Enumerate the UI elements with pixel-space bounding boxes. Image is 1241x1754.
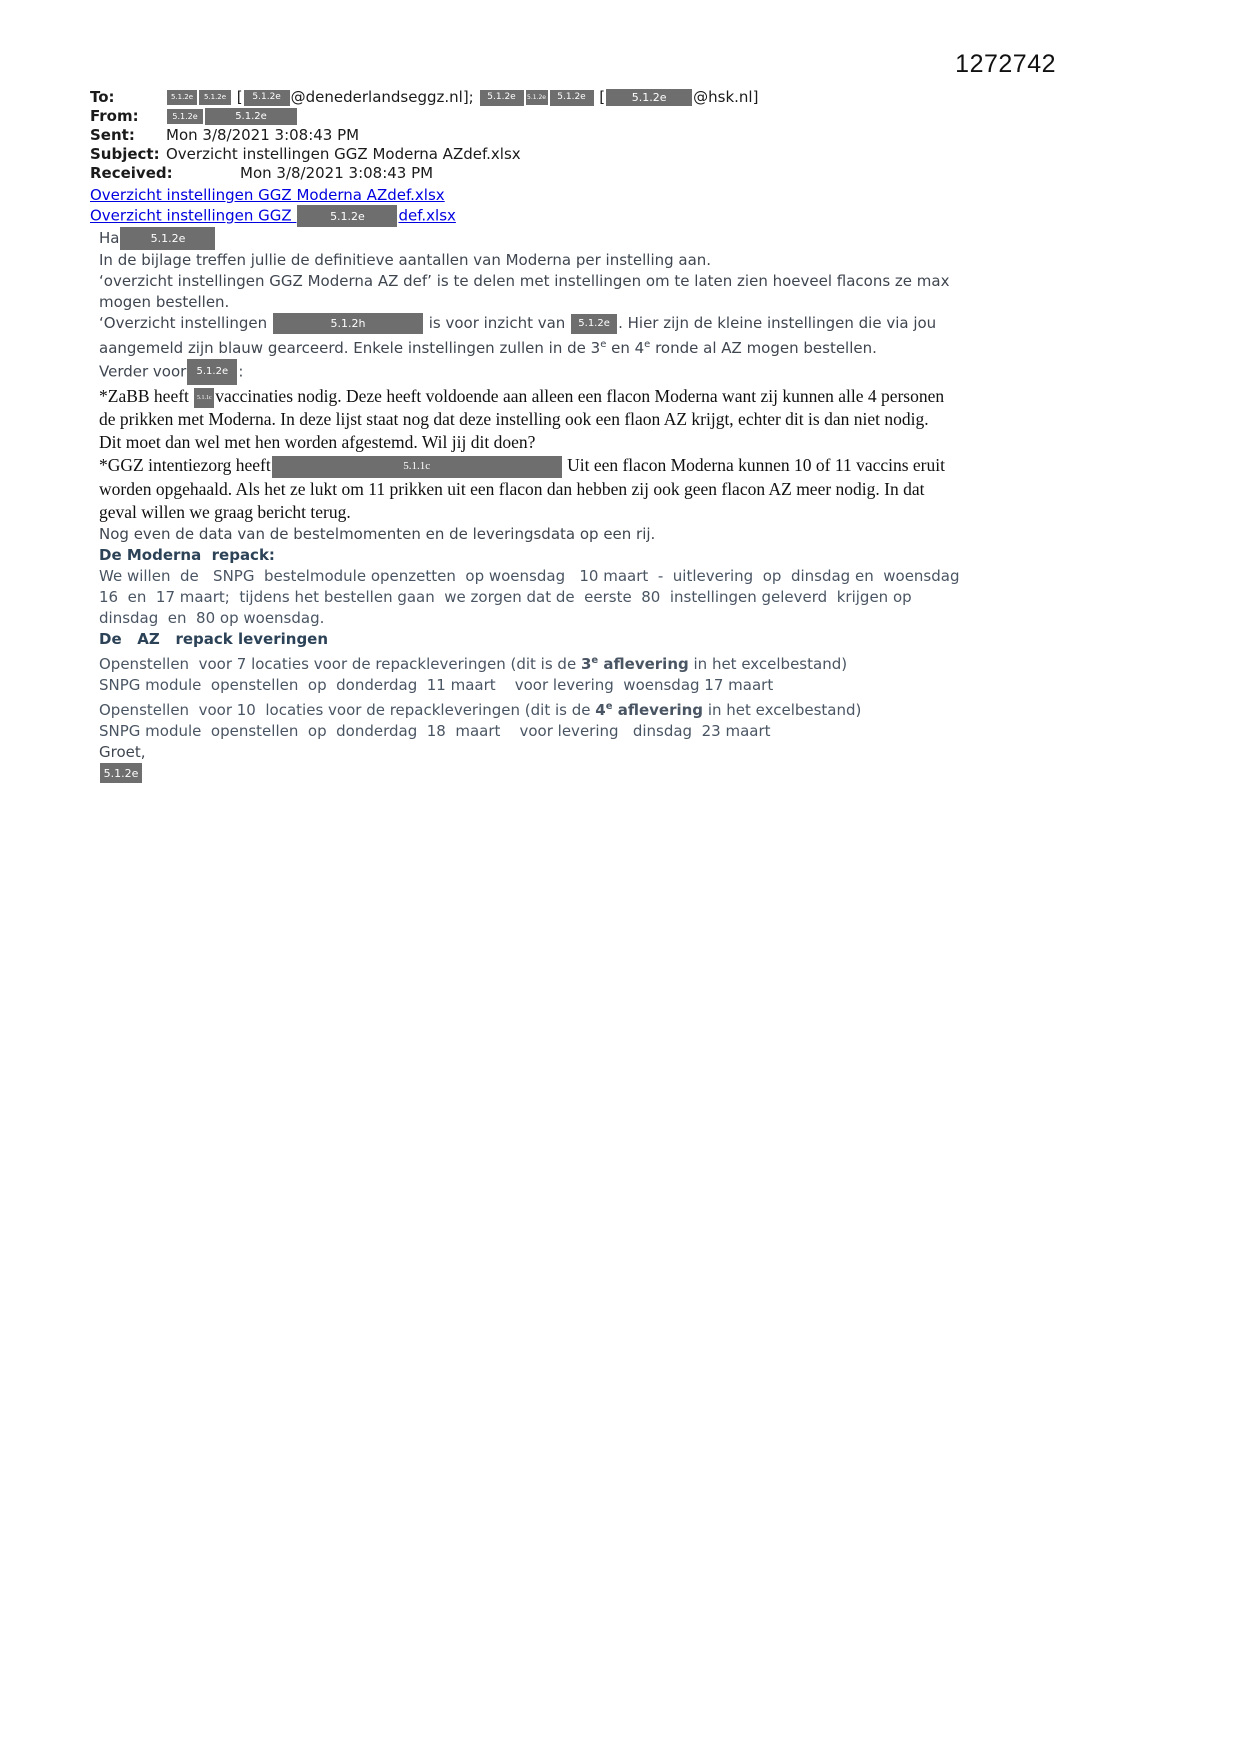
header-value-sent: Mon 3/8/2021 3:08:43 PM — [166, 126, 360, 144]
superscript: e — [591, 654, 599, 666]
document-number: 1272742 — [955, 50, 1056, 78]
greeting-line: Ha 5.1.2e — [99, 227, 1059, 250]
signature-redaction — [99, 763, 1059, 784]
bold-text — [606, 701, 613, 719]
header-row-to — [90, 88, 1241, 107]
redaction-box: 5.1.2e — [199, 90, 231, 105]
redaction-box: 5.1.1c — [194, 388, 214, 408]
redaction-box: 5.1.2e — [244, 90, 290, 106]
header-row-subject — [90, 145, 1241, 164]
paragraph-verder-voor: Verder voor 5.1.2e : — [99, 359, 1059, 385]
redaction-box: 5.1.2e — [187, 359, 237, 385]
redaction-box: 5.1.2e — [571, 314, 617, 334]
document-page — [0, 0, 1241, 784]
email-body — [90, 227, 1059, 784]
header-value-subject: Overzicht instellingen GGZ Moderna AZdef.xlsx — [166, 145, 521, 163]
redaction-box: 5.1.2e — [550, 90, 594, 106]
header-row-sent — [90, 126, 1241, 145]
redaction-box: 5.1.2e — [100, 763, 142, 783]
header-label-subject: Subject: — [90, 145, 160, 163]
header-label-from: From: — [90, 107, 139, 125]
paragraph-zabb: *ZaBB heeft 5.1.1c vaccinaties nodig. Deze heeft voldoende aan alleen een flacon Moderna want zij kunnen alle 4 personen de prikken met Moderna. In deze lijst staat nog dat deze instelling ook een flaon AZ krijgt, echter dit is dan niet nodig. Dit moet dan wel met hen worden afgestemd. Wil jij dit doen? — [99, 386, 945, 452]
paragraph-bestelmomenten: Nog even de data van de bestelmomenten en de leveringsdata op een rij. — [99, 524, 656, 543]
attachment-link-redacted-def[interactable]: Overzicht instellingen GGZ 5.1.2e def.xlsx — [90, 205, 456, 227]
header-value-to: 5.1.2e 5.1.2e [ 5.1.2e @denederlandseggz.nl]; 5.1.2e 5.1.2e 5.1.2e [ 5.1.2e @hsk.nl] — [166, 88, 758, 107]
bold-text: 4 — [595, 700, 606, 719]
attachment-list — [90, 185, 1241, 227]
redaction-box: 5.1.2h — [273, 313, 423, 334]
header-value-received: Mon 3/8/2021 3:08:43 PM — [240, 164, 434, 182]
redaction-box: 5.1.2e — [205, 108, 297, 125]
paragraph-az-derde-aflevering: Openstellen voor 7 locaties voor de repackleveringen (dit is de 3e aflevering in het excelbestand) SNPG module openstellen op donderdag 11 maart voor levering woensdag 17 maart — [99, 654, 848, 694]
paragraph-bijlage: In de bijlage treffen jullie de definitieve aantallen van Moderna per instelling aan. ‘overzicht instellingen GGZ Moderna AZ def’ is te delen met instellingen om te laten zien hoeveel flacons ze max mogen bestellen. ‘Overzicht instellingen 5.1.2h is voor inzicht van 5.1.2e . Hier zijn de kleine instellingen die via jou aangemeld zijn blauw gearceerd. Enkele instellingen zullen in de 3e en 4e ronde al AZ mogen bestellen. — [99, 251, 950, 357]
bold-text: aflevering — [612, 700, 704, 719]
paragraph-ggz-intentiezorg: *GGZ intentiezorg heeft 5.1.1c Uit een flacon Moderna kunnen 10 of 11 vaccins eruit worden opgehaald. Als het ze lukt om 11 prikken uit een flacon dan hebben zij ook geen flacon AZ meer nodig. In dat geval willen we graag bericht terug. — [99, 455, 945, 522]
redaction-box: 5.1.2e — [167, 90, 197, 105]
header-label-received: Received: — [90, 164, 173, 182]
superscript: e — [600, 339, 607, 350]
superscript: e — [644, 339, 651, 350]
header-row-received — [90, 164, 1241, 183]
bold-text: 3 — [580, 654, 592, 673]
email-header — [90, 88, 1241, 183]
heading-moderna-repack: De Moderna repack: — [99, 545, 275, 564]
redaction-box: 5.1.2e — [167, 109, 203, 124]
redaction-box: 5.1.2e — [120, 227, 215, 250]
redaction-box: 5.1.2e — [526, 90, 548, 105]
header-label-sent: Sent: — [90, 126, 135, 144]
superscript: e — [605, 700, 613, 712]
paragraph-snpg-moderna: We willen de SNPG bestelmodule openzetten op woensdag 10 maart - uitlevering op dinsdag en woensdag 16 en 17 maart; tijdens het bestellen gaan we zorgen dat de eerste 80 instellingen geleverd krijgen op dinsdag en 80 op woensdag. — [99, 566, 960, 627]
bold-text: aflevering — [598, 654, 689, 673]
header-value-from — [166, 107, 298, 126]
redaction-box: 5.1.2e — [297, 205, 397, 227]
closing-groet: Groet, — [99, 742, 146, 761]
heading-az-repack: De AZ repack leveringen — [99, 629, 329, 648]
header-label-to: To: — [90, 88, 115, 106]
redaction-box: 5.1.2e — [480, 90, 524, 106]
redaction-box: 5.1.1c — [272, 456, 562, 478]
redaction-box: 5.1.2e — [606, 89, 692, 106]
paragraph-az-vierde-aflevering: Openstellen voor 10 locaties voor de repackleveringen (dit is de 4e aflevering in het excelbestand) SNPG module openstellen op donderdag 18 maart voor levering dinsdag 23 maart — [99, 700, 862, 740]
header-row-from — [90, 107, 1241, 126]
attachment-link-moderna-azdef[interactable]: Overzicht instellingen GGZ Moderna AZdef.xlsx — [90, 186, 445, 204]
